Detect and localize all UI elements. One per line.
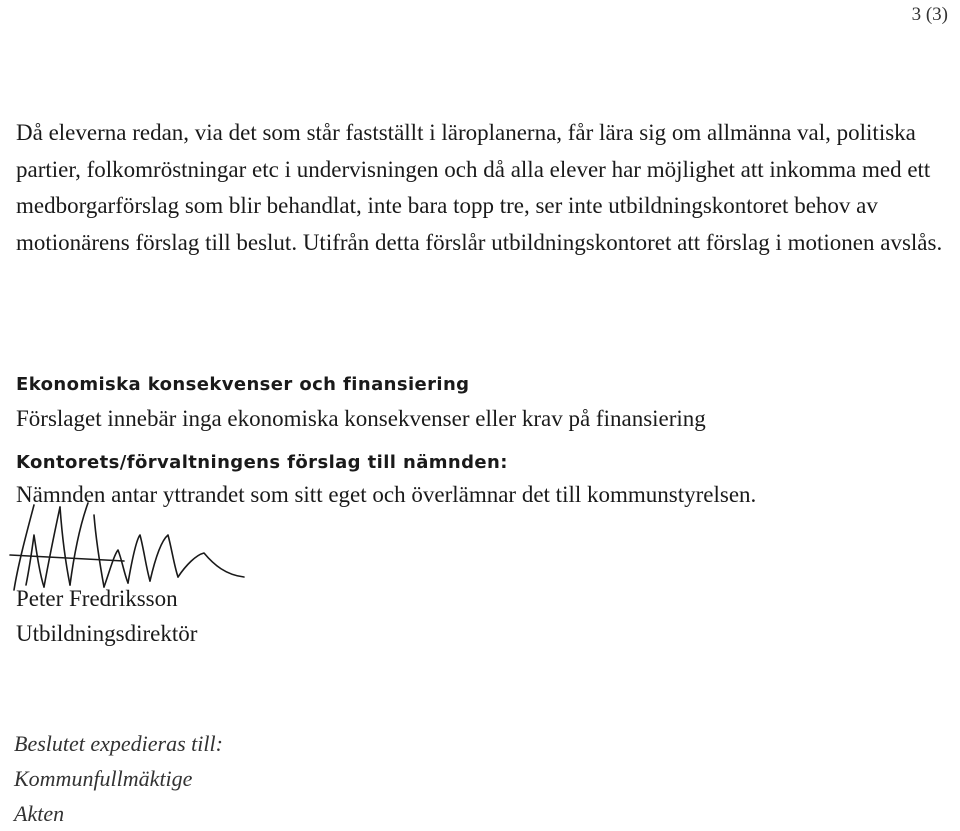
distribution-block [14, 726, 223, 831]
signer-name: Peter Fredriksson [16, 586, 178, 611]
page-number: 3 (3) [911, 4, 948, 25]
signer-title: Utbildningsdirektör [16, 621, 198, 646]
proposal-text: Nämnden antar yttrandet som sitt eget och överlämnar det till kommunstyrelsen. [16, 482, 757, 507]
handwritten-signature [4, 495, 264, 595]
body-paragraph: Då eleverna redan, via det som står fastställt i läroplanerna, får lära sig om allmänna val, politiska partier, folkomröstningar etc i undervisningen och då alla elever har möjlighet att inkomma med ett medborgarförslag som blir behandlat, inte bara topp tre, ser inte utbildningskontoret behov av motionärens förslag till beslut. Utifrån detta förslår utbildningskontoret att förslag i motionen avslås. [16, 120, 943, 255]
proposal-heading: Kontorets/förvaltningens förslag till nämnden: [16, 452, 508, 473]
economics-text: Förslaget innebär inga ekonomiska konsekvenser eller krav på finansiering [16, 406, 706, 431]
distribution-recipient: Kommunfullmäktige [14, 766, 193, 791]
distribution-label: Beslutet expedieras till: [14, 731, 223, 756]
economics-heading: Ekonomiska konsekvenser och finansiering [16, 374, 470, 395]
distribution-recipient: Akten [14, 801, 65, 826]
